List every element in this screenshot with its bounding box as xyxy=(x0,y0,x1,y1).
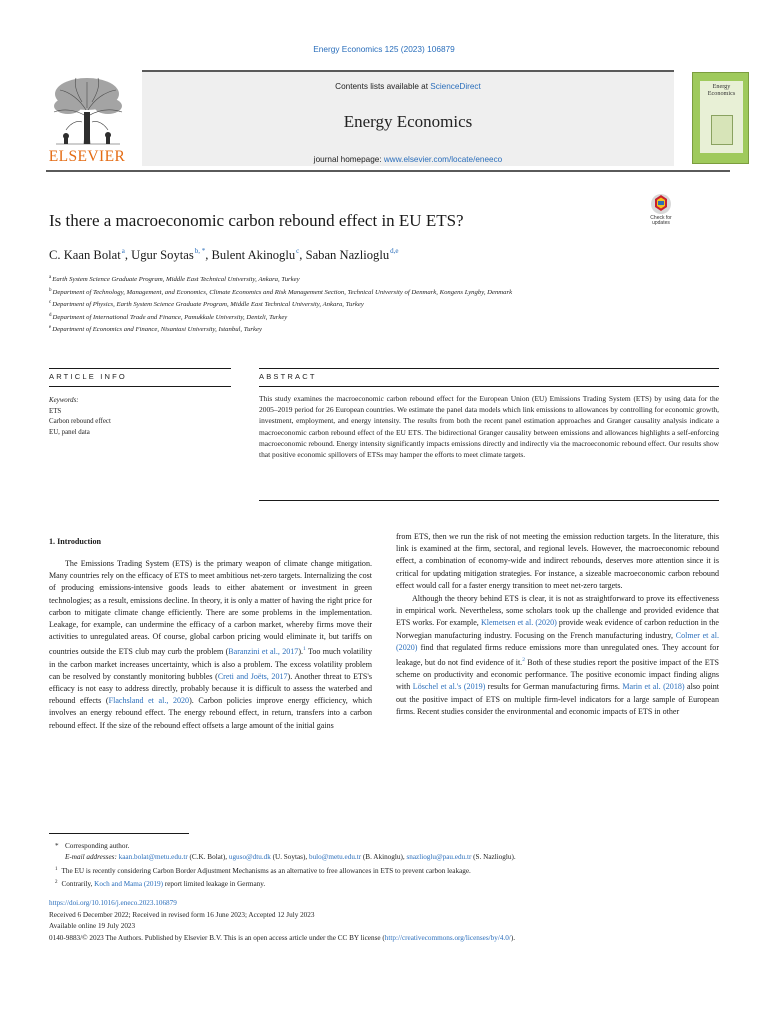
crossmark-icon xyxy=(646,193,676,217)
section-heading-introduction: 1. Introduction xyxy=(49,537,102,546)
abstract-text: This study examines the macroeconomic carbon rebound effect for the European Union (EU) Emissions Trading System (ETS) by using data for the 2005–2019 period for 26 European countries. We estimate the panel data models which link emissions to allowances by controlling for economic growth, investment, employment, and energy intensity. The results from both the recent panel estimation approaches and Granger causality analysis indicate a macroeconomic carbon rebound effect of the EU ETS. The bidirectional Granger causality between emissions and allowances highlights a self-enforcing macroeconomic rebound. Energy intensity significantly impacts emissions directly and indirectly via the macroeconomic rebound effect. Our results show that positive economic spillovers of ETSs may hamper the efforts to meet climate targets. xyxy=(259,394,719,460)
author-affiliation-marker[interactable]: a xyxy=(121,247,125,255)
reference-link[interactable]: Flachsland et al., 2020 xyxy=(108,696,190,706)
affiliation-text: Department of Physics, Earth System Science Graduate Program, Middle East Technical University, Ankara, Turkey xyxy=(52,301,364,308)
paragraph-text: Too much volatility in the carbon market increases uncertainty, which is also a problem. The excess volatility problem can be resolved by constantly monitoring bubbles ( xyxy=(49,647,372,681)
corresponding-author-note xyxy=(55,841,725,852)
keywords-block xyxy=(49,396,229,438)
email-addresses xyxy=(55,852,725,863)
abstract-end-rule xyxy=(259,500,719,501)
author-affiliation-marker[interactable]: b, * xyxy=(194,247,206,255)
contents-line xyxy=(142,82,674,91)
journal-name[interactable]: Energy Economics xyxy=(343,112,473,131)
paragraph-text: ). xyxy=(298,647,304,657)
affiliation-text: Earth System Science Graduate Program, Middle East Technical University, Ankara, Turkey xyxy=(52,276,300,283)
received-dates: Received 6 December 2022; Received in revised form 16 June 2023; Accepted 12 July 2023 xyxy=(49,910,315,919)
crossmark-label-line-1: Check for xyxy=(650,215,672,221)
body-paragraph: from ETS, then we run the risk of not meeting the emission reduction targets. In the literature, this link is examined at the firm, sectoral, and regional levels. However, the macroeconomic rebound effect, a combination of economy-wide and indirect rebounds, deserves more attention since it is critical for updating mitigation strategies. For instance, a sizeable macroeconomic carbon rebound effect would call for a faster energy transition to meet net-zero targets. xyxy=(396,532,719,590)
paragraph-text: provide weak evidence of carbon reduction in the Norwegian manufacturing industry. Focusing on the French manufacturing industry, xyxy=(396,618,719,640)
crossmark-badge[interactable] xyxy=(646,193,676,231)
abstract-bottom-rule xyxy=(259,386,719,387)
affiliation-marker: a xyxy=(49,275,52,280)
tree-icon xyxy=(46,72,128,146)
affiliation-text: Department of International Trade and Finance, Pamukkale University, Denizli, Turkey xyxy=(52,313,288,321)
journal-cover-thumbnail[interactable] xyxy=(692,72,749,164)
footnote-marker[interactable]: 2 xyxy=(522,657,525,664)
paragraph-text: Although the theory behind ETS is clear, it is not as straightforward to prove its effectiveness in empirical work. Nevertheless, some scholars took up the challenge and provided evidence that ETS works. For example, xyxy=(396,594,719,628)
license-text: 0140-9883/© 2023 The Authors. Published by Elsevier B.V. This is an open access article under the CC BY license ( xyxy=(49,933,385,942)
reference-link[interactable]: Colmer et al. (2020) xyxy=(396,630,719,652)
homepage-line xyxy=(142,155,674,164)
abstract-heading: ABSTRACT xyxy=(259,372,317,381)
affiliation-marker: b xyxy=(49,287,52,293)
masthead-center xyxy=(142,70,674,166)
email-label: E-mail addresses: xyxy=(65,853,119,862)
paragraph-text: also point out the positive impact of ETS on multiple firm-level indicators for a large sample of European firms. Recent studies consider the environmental and economic impacts of ETS in other xyxy=(396,682,719,716)
cover-title xyxy=(700,84,743,97)
footnote-rule xyxy=(49,833,189,834)
email-owner: (C.K. Bolat), xyxy=(187,853,229,862)
crossmark-label-line-2: updates xyxy=(652,220,670,227)
body-paragraph xyxy=(396,593,719,718)
author-name[interactable]: Saban Nazlioglu xyxy=(305,248,390,262)
email-link[interactable]: kaan.bolat@metu.edu.tr xyxy=(118,853,188,862)
keywords-label: Keywords: xyxy=(49,397,79,404)
footnote-number: 2 xyxy=(55,880,58,886)
cover-image xyxy=(711,115,733,145)
author-name[interactable]: Ugur Soytas xyxy=(131,248,194,262)
author-name[interactable]: Bulent Akinoglu xyxy=(211,248,296,262)
body-left-column xyxy=(49,535,372,733)
journal-citation[interactable]: Energy Economics 125 (2023) 106879 xyxy=(313,44,455,54)
footnote-text: The EU is recently considering Carbon Border Adjustment Mechanisms as an alternative to free allowances in ETS to prevent carbon leakage. xyxy=(61,866,471,875)
homepage-prefix: journal homepage: xyxy=(313,155,384,164)
footnote-2 xyxy=(55,877,725,890)
license-link[interactable]: http://creativecommons.org/licenses/by/4.0/ xyxy=(384,933,511,942)
affiliation-marker: e xyxy=(49,325,52,330)
cover-title-line-1: Energy xyxy=(712,83,731,90)
email-link[interactable]: uguso@dtu.dk xyxy=(228,853,271,862)
article-title: Is there a macroeconomic carbon rebound effect in EU ETS? xyxy=(49,211,464,230)
article-info-heading: ARTICLE INFO xyxy=(49,372,127,381)
paragraph-text: The Emissions Trading System (ETS) is the primary weapon of climate change mitigation. Many countries rely on the efficacy of ETS to meet ambitious net-zero targets. Internalizing the cost of producing emissions-intensive goods leads to either abatement or investment in green technologies; as a result, emissions decline. In theory, it is only a matter of having the right price for carbon to mitigate climate change efficiently. There are some problems in the implementation. Leakage, for example, can undermine the efficacy of a carbon market, whereby firms move their activities to unregulated areas. Of course, global carbon pricing would eliminate it, but tariffs on countries outside the ETS club may curb the problem ( xyxy=(49,559,372,657)
journal-masthead xyxy=(46,70,736,166)
keyword-item: Carbon rebound effect xyxy=(49,418,111,426)
affiliation-item xyxy=(49,273,629,286)
crossmark-label xyxy=(646,216,676,227)
keyword-item: ETS xyxy=(49,407,62,415)
body-paragraph xyxy=(49,558,372,732)
keyword-item: EU, panel data xyxy=(49,428,90,436)
cover-panel xyxy=(700,81,743,153)
article-metadata xyxy=(49,898,729,944)
publisher-name[interactable]: ELSEVIER xyxy=(48,148,126,165)
email-link[interactable]: bulo@metu.edu.tr xyxy=(308,853,362,862)
affiliation-marker: c xyxy=(49,300,52,305)
masthead-rule xyxy=(46,170,730,172)
footnotes xyxy=(55,841,725,891)
journal-homepage-link[interactable]: www.elsevier.com/locate/eneeco xyxy=(383,155,503,164)
affiliation-item xyxy=(49,298,629,311)
email-owner: (U. Soytas), xyxy=(270,853,309,862)
reference-link[interactable]: Baranzini et al., 2017 xyxy=(228,647,299,657)
paragraph-text: Both of these studies report the positive impact of the ETS scheme on productivity and economic performance. The positive economic impact finding aligns with xyxy=(396,658,720,692)
reference-link[interactable]: Creti and Joëts, 2017 xyxy=(217,671,288,681)
cover-title-line-2: Economics xyxy=(707,89,736,97)
doi-link[interactable]: https://doi.org/10.1016/j.eneco.2023.106879 xyxy=(49,899,177,907)
author-affiliation-marker[interactable]: c xyxy=(296,247,300,255)
footnote-1 xyxy=(55,864,725,877)
asterisk-marker: * xyxy=(55,842,59,850)
footnote-number: 1 xyxy=(55,866,58,872)
author-list: C. Kaan Bolat$^a$, Ugur Soytas$^{b, *}$, Bulent Akinoglu$^c$, Saban Nazlioglu$^{d,e}$ xyxy=(49,247,399,262)
corresponding-text: Corresponding author. xyxy=(65,842,130,850)
email-link[interactable]: snazlioglu@pau.edu.tr xyxy=(406,853,472,862)
affiliation-text: Department of Economics and Finance, Nisantasi University, Istanbul, Turkey xyxy=(52,326,262,333)
affiliation-item xyxy=(49,311,629,324)
affiliation-marker: d xyxy=(49,312,52,318)
footnote-text: Contrarily, xyxy=(61,880,95,889)
online-date: Available online 19 July 2023 xyxy=(49,922,136,930)
sciencedirect-link[interactable]: ScienceDirect xyxy=(430,82,481,91)
elsevier-tree-logo xyxy=(46,72,128,166)
reference-link[interactable]: Klemetsen et al. (2020) xyxy=(480,618,557,628)
body-right-column xyxy=(396,531,719,719)
paragraph-text: find that regulated firms reduce emissions more than unregulated ones. They account for leakage, but do not find evidence of it. xyxy=(396,642,719,668)
abstract-top-rule xyxy=(259,368,719,369)
article-info-top-rule xyxy=(49,368,231,369)
email-owner: (S. Nazlioglu). xyxy=(471,853,516,862)
contents-prefix: Contents lists available at xyxy=(335,82,431,91)
affiliation-item xyxy=(49,286,629,299)
reference-link[interactable]: Koch and Mama (2019) xyxy=(94,880,164,889)
affiliation-item xyxy=(49,323,629,336)
affiliation-text: Department of Technology, Management, and Economics, Climate Economics and Risk Management Section, Technical University of Denmark, Kongens Lyngby, Denmark xyxy=(52,288,513,296)
license-line xyxy=(49,933,729,945)
author-name[interactable]: C. Kaan Bolat xyxy=(49,248,121,262)
paragraph-text: ). Another threat to ETS's efficacy is not easy to address directly, probably because it is difficult to assess the waterbed and rebound effects ( xyxy=(49,671,372,706)
paragraph-text: ). Carbon policies improve energy efficiency, which involves an energy rebound effect. The energy rebound effect, in return, transfers into a carbon rebound effect. If the size of the rebound effect offsets a large amount of the initial gains xyxy=(49,696,373,730)
paragraph-text: results for German manufacturing firms. xyxy=(485,682,623,692)
article-info-bottom-rule xyxy=(49,386,231,387)
affiliation-list xyxy=(49,273,629,336)
author-affiliation-marker[interactable]: d,e xyxy=(390,247,399,255)
reference-link[interactable]: Löschel et al.'s (2019) xyxy=(412,682,486,692)
reference-link[interactable]: Marin et al. (2018) xyxy=(622,682,685,692)
email-owner: (B. Akinoglu), xyxy=(361,853,407,862)
footnote-text: report limited leakage in Germany. xyxy=(163,880,266,889)
footnote-marker[interactable]: 1 xyxy=(303,646,306,653)
license-text: ). xyxy=(510,933,516,942)
